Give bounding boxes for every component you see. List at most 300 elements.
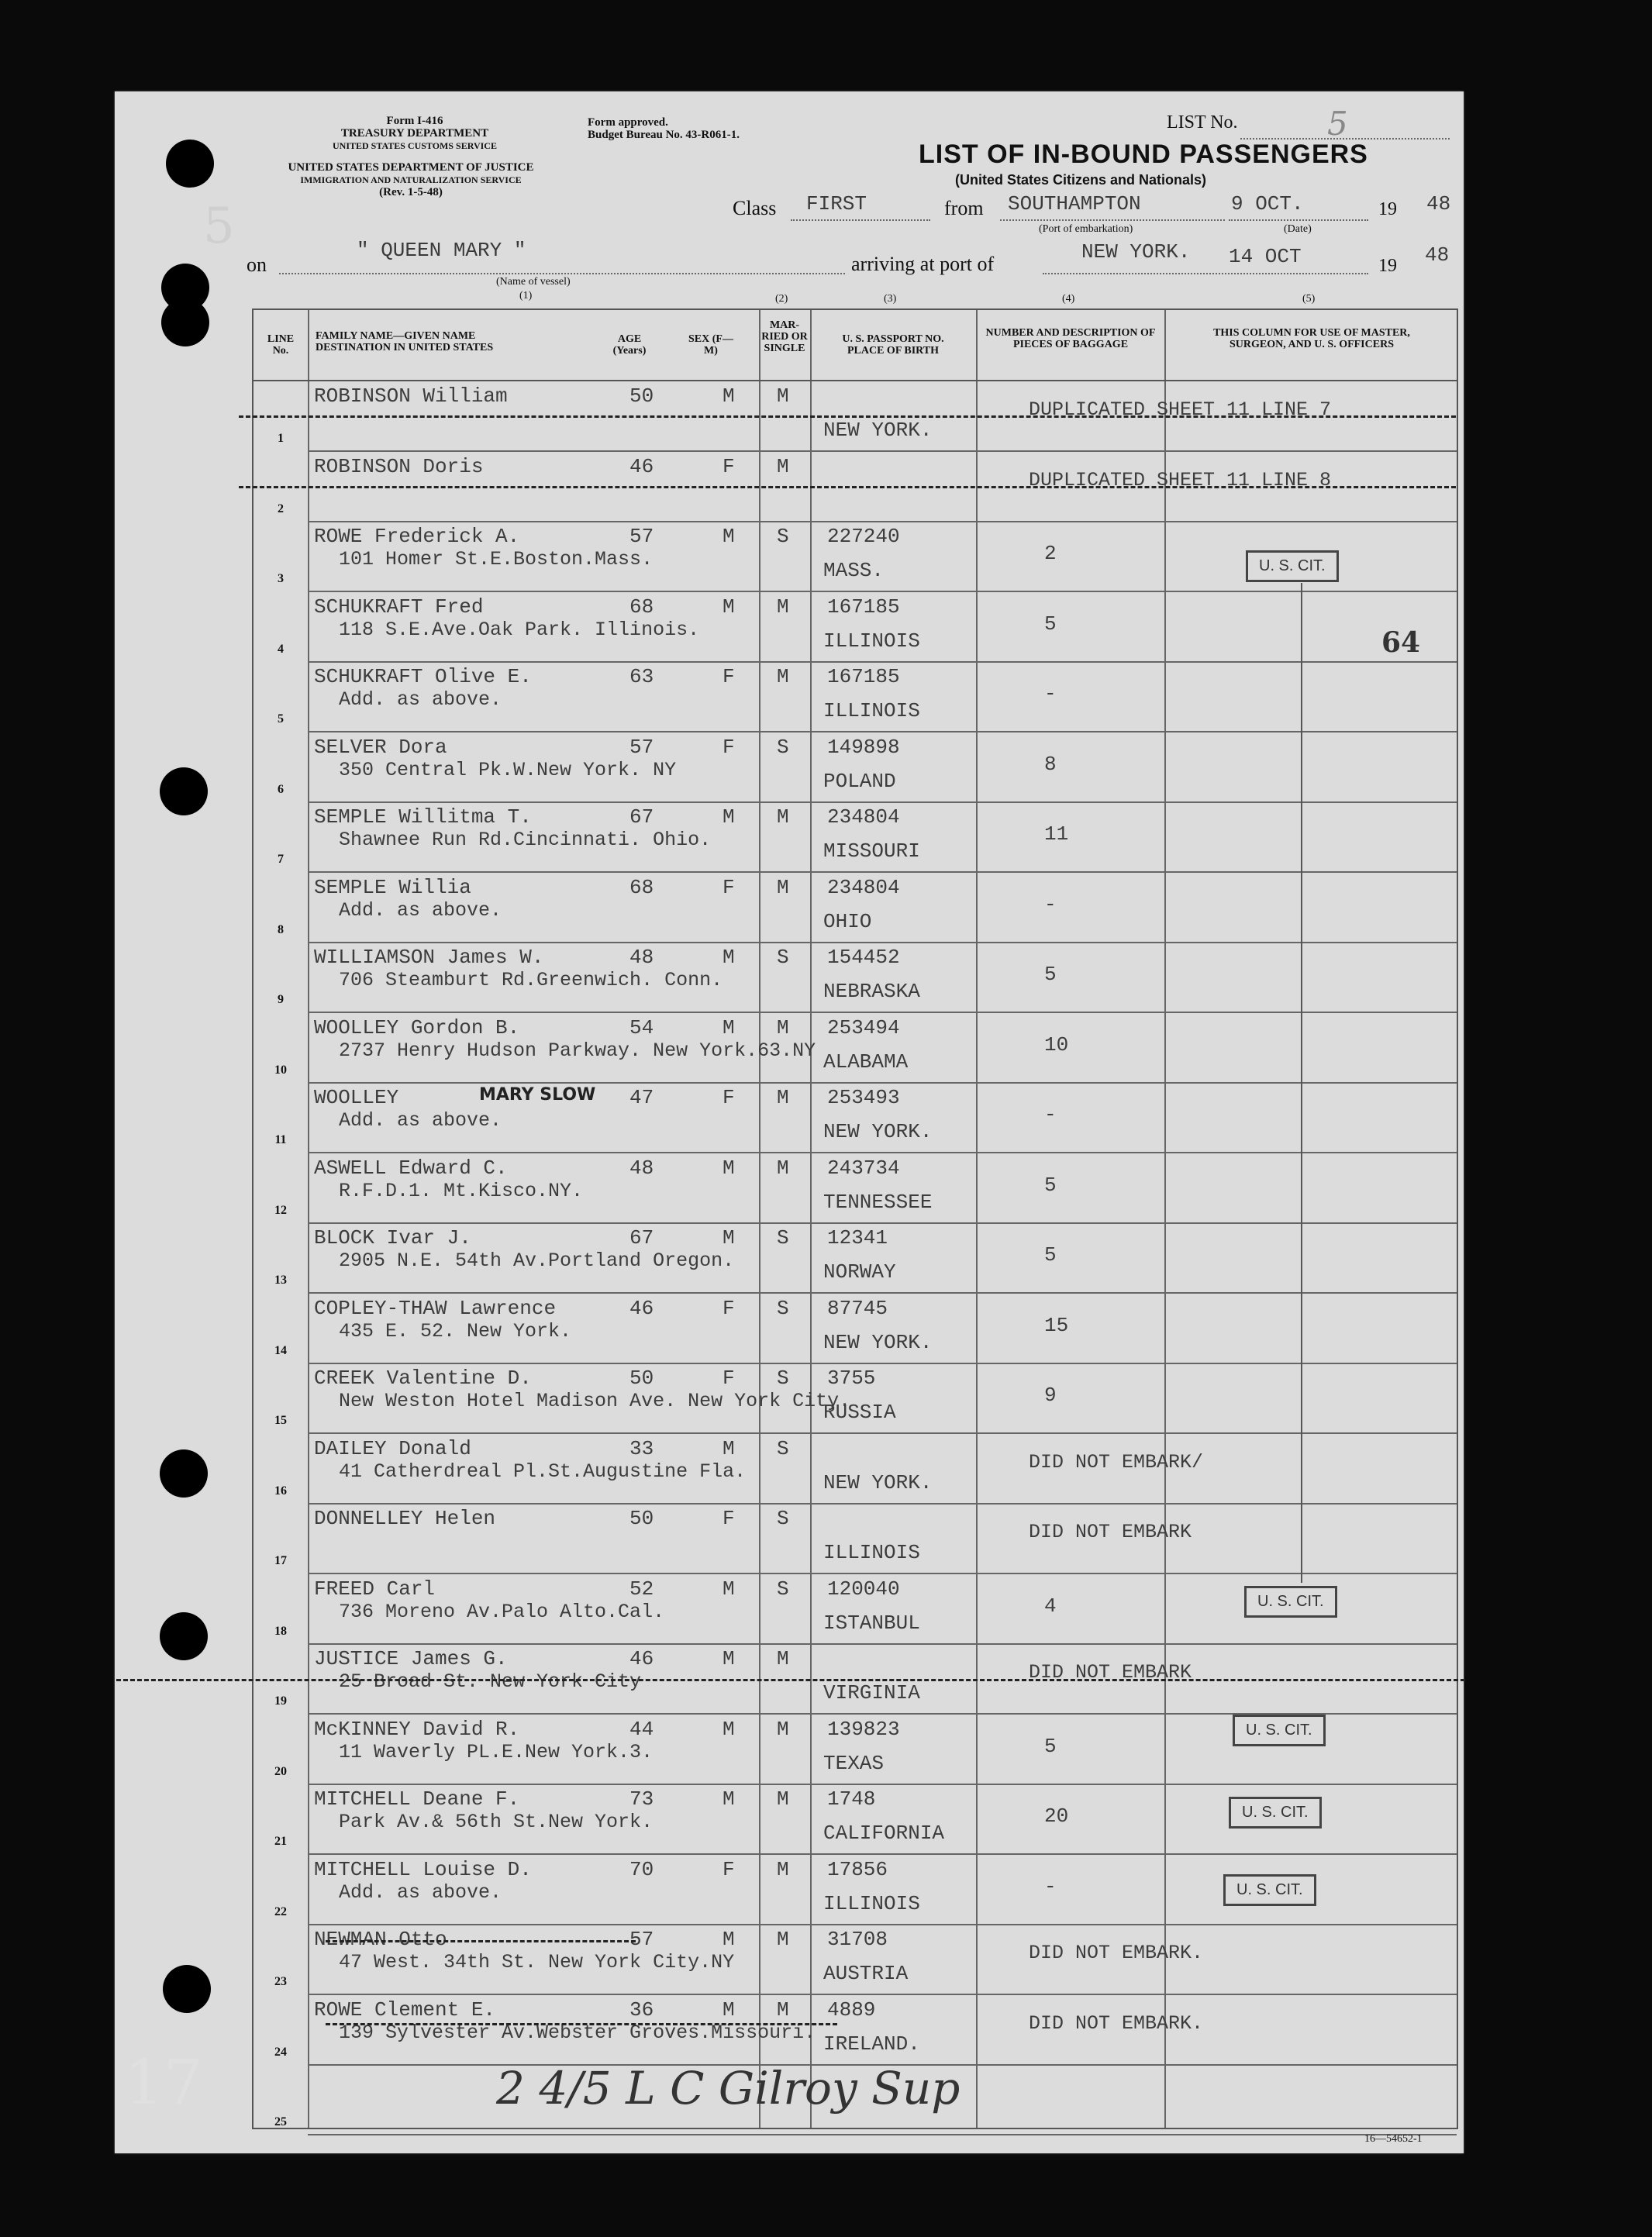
place-of-birth: IRELAND. xyxy=(823,2032,920,2056)
sex: M xyxy=(723,1226,735,1249)
line-number: 15 xyxy=(274,1414,287,1427)
place-of-birth: NEW YORK. xyxy=(823,1120,933,1143)
form-revision: (Rev. 1-5-48) xyxy=(379,186,443,198)
destination: Shawnee Run Rd.Cincinnati. Ohio. xyxy=(339,829,712,851)
passenger-name: DONNELLEY Helen xyxy=(314,1507,496,1530)
age: 68 xyxy=(629,875,654,899)
place-of-birth: VIRGINIA xyxy=(823,1681,920,1704)
passenger-name: BLOCK Ivar J. xyxy=(314,1226,471,1249)
passenger-name: ROBINSON William xyxy=(314,384,508,408)
on-label: on xyxy=(247,253,267,276)
marital-status: M xyxy=(777,1928,789,1951)
marital-status: M xyxy=(777,875,789,899)
passport-number: 253493 xyxy=(827,1086,900,1109)
col-header-married: MAR-RIED OR SINGLE xyxy=(761,319,808,354)
marital-status: M xyxy=(777,1787,789,1811)
col-header-baggage: NUMBER AND DESCRIPTION OF PIECES OF BAGGAGE xyxy=(985,327,1156,350)
baggage-count: 5 xyxy=(1044,1243,1057,1267)
baggage-count: 10 xyxy=(1044,1032,1069,1056)
place-of-birth: AUSTRIA xyxy=(823,1962,909,1985)
passenger-name: DAILEY Donald xyxy=(314,1436,471,1460)
table-row xyxy=(253,592,1457,663)
destination: 47 West. 34th St. New York City.NY xyxy=(339,1951,735,1973)
passenger-name: WILLIAMSON James W. xyxy=(314,946,544,969)
marital-status: S xyxy=(777,1577,789,1601)
baggage-count: 4 xyxy=(1044,1594,1057,1618)
line-number: 16 xyxy=(274,1484,287,1498)
baggage-count: 5 xyxy=(1044,963,1057,986)
age: 73 xyxy=(629,1787,654,1811)
strike-line-19 xyxy=(116,1679,1465,1681)
table-row xyxy=(253,1013,1457,1084)
place-of-birth: ILLINOIS xyxy=(823,629,920,653)
punch-hole xyxy=(160,767,208,815)
destination: 139 Sylvester Av.Webster Groves.Missouri. xyxy=(339,2021,816,2044)
sex: M xyxy=(723,1577,735,1601)
table-row xyxy=(253,1363,1457,1434)
col-num-2: (2) xyxy=(775,293,788,305)
row-rule xyxy=(308,2134,1457,2135)
handwritten-64: 64 xyxy=(1381,626,1421,659)
vessel-col-num: (1) xyxy=(519,290,533,302)
destination: 41 Catherdreal Pl.St.Augustine Fla. xyxy=(339,1460,747,1483)
age: 48 xyxy=(629,1156,654,1180)
sex: F xyxy=(723,875,735,899)
col-header-sex: SEX (F—M) xyxy=(688,333,733,357)
place-of-birth: NEW YORK. xyxy=(823,1470,933,1494)
line-number: 5 xyxy=(278,712,284,726)
line-number: 23 xyxy=(274,1975,287,1988)
passenger-name: MITCHELL Deane F. xyxy=(314,1787,520,1811)
table-row xyxy=(253,1223,1457,1294)
officer-remark: DID NOT EMBARK xyxy=(1029,1661,1192,1684)
passport-number: 234804 xyxy=(827,875,900,899)
line-number: 22 xyxy=(274,1904,287,1918)
sex: M xyxy=(723,946,735,969)
age: 52 xyxy=(629,1577,654,1601)
marital-status: M xyxy=(777,1717,789,1741)
marital-status: M xyxy=(777,454,789,478)
sex: M xyxy=(723,1015,735,1039)
list-no-value: 5 xyxy=(1327,105,1348,143)
baggage-count: - xyxy=(1044,1874,1057,1898)
table-row xyxy=(253,1504,1457,1574)
sex: M xyxy=(723,1717,735,1741)
officer-remark: DUPLICATED SHEET 11 LINE 7 xyxy=(1029,398,1332,421)
destination: 706 Steamburt Rd.Greenwich. Conn. xyxy=(339,969,723,991)
passport-number: 227240 xyxy=(827,525,900,548)
passenger-name: ROBINSON Doris xyxy=(314,454,484,478)
destination: Add. as above. xyxy=(339,1880,502,1904)
title: LIST OF IN-BOUND PASSENGERS xyxy=(919,140,1368,169)
class-value: FIRST xyxy=(806,192,867,215)
handwritten-signature: 2 4/5 L C Gilroy Sup xyxy=(496,2062,961,2115)
punch-hole xyxy=(160,1449,208,1498)
sex: F xyxy=(723,1857,735,1881)
age: 50 xyxy=(629,1507,654,1530)
sex: M xyxy=(723,1997,735,2022)
age: 57 xyxy=(629,735,654,759)
place-of-birth: TENNESSEE xyxy=(823,1190,933,1214)
passport-number: 31708 xyxy=(827,1928,888,1951)
form-block-justice xyxy=(248,161,574,198)
us-cit-stamp: U. S. CIT. xyxy=(1229,1797,1322,1829)
marital-status: S xyxy=(777,946,789,969)
from-label: from xyxy=(944,197,984,219)
passport-number: 87745 xyxy=(827,1296,888,1320)
depart-year: 48 xyxy=(1426,192,1451,215)
arrival-year-prefix: 19 xyxy=(1378,256,1397,276)
line-number: 12 xyxy=(274,1203,287,1217)
arrival-line xyxy=(1043,273,1368,274)
place-of-birth: NEW YORK. xyxy=(823,419,933,442)
place-of-birth: NEBRASKA xyxy=(823,980,920,1003)
table-row xyxy=(253,873,1457,943)
destination: R.F.D.1. Mt.Kisco.NY. xyxy=(339,1179,584,1202)
col-header-name xyxy=(316,330,533,353)
age: 57 xyxy=(629,525,654,548)
officer-remark: DID NOT EMBARK xyxy=(1029,1521,1192,1543)
line-number: 6 xyxy=(278,782,284,796)
form-block-treasury xyxy=(302,115,527,152)
age: 46 xyxy=(629,1647,654,1670)
marital-status: S xyxy=(777,1296,789,1320)
passenger-name: WOOLLEY xyxy=(314,1086,399,1109)
class-line xyxy=(791,219,930,221)
date-line xyxy=(1229,219,1368,221)
destination: Add. as above. xyxy=(339,1109,502,1132)
marital-status: M xyxy=(777,665,789,688)
from-line xyxy=(1000,219,1225,221)
baggage-count: 5 xyxy=(1044,1173,1057,1197)
baggage-count: 5 xyxy=(1044,1734,1057,1758)
destination: New Weston Hotel Madison Ave. New York City. xyxy=(339,1390,851,1412)
age: 67 xyxy=(629,805,654,829)
col-num-4: (4) xyxy=(1062,293,1075,305)
punch-hole xyxy=(161,298,209,346)
destination: Add. as above. xyxy=(339,898,502,922)
table-row xyxy=(253,662,1457,732)
baggage-count: 15 xyxy=(1044,1313,1069,1337)
marital-status: M xyxy=(777,1857,789,1881)
table-row xyxy=(253,1434,1457,1505)
age: 33 xyxy=(629,1436,654,1460)
line-number: 14 xyxy=(274,1343,287,1357)
age: 57 xyxy=(629,1928,654,1951)
age: 67 xyxy=(629,1226,654,1249)
table-row xyxy=(253,1083,1457,1153)
sex: M xyxy=(723,525,735,548)
line-number: 10 xyxy=(274,1063,287,1077)
line-number: 4 xyxy=(278,642,284,656)
place-of-birth: MASS. xyxy=(823,559,885,582)
strike-line-2 xyxy=(239,486,1456,488)
subtitle: (United States Citizens and Nationals) xyxy=(955,172,1207,188)
passenger-name: NEWMAN Otto xyxy=(314,1928,447,1951)
marital-status: S xyxy=(777,1367,789,1390)
place-of-birth: ILLINOIS xyxy=(823,1541,920,1564)
col-header-officers: THIS COLUMN FOR USE OF MASTER, SURGEON, AND U. S. OFFICERS xyxy=(1213,327,1410,350)
arriving-label: arriving at port of xyxy=(851,253,995,275)
marital-status: S xyxy=(777,525,789,548)
marital-status: M xyxy=(777,1647,789,1670)
passport-number: 4889 xyxy=(827,1997,876,2022)
sex: F xyxy=(723,1367,735,1390)
table-row xyxy=(253,732,1457,803)
customs-service: UNITED STATES CUSTOMS SERVICE xyxy=(333,140,497,151)
us-cit-stamp: U. S. CIT. xyxy=(1223,1874,1316,1906)
passport-number: 139823 xyxy=(827,1717,900,1741)
passport-number: 12341 xyxy=(827,1226,888,1249)
port-caption: (Port of embarkation) xyxy=(1039,223,1133,235)
baggage-count: 9 xyxy=(1044,1384,1057,1407)
destination: Park Av.& 56th St.New York. xyxy=(339,1811,654,1833)
passenger-name: JUSTICE James G. xyxy=(314,1647,508,1670)
officer-remark: DID NOT EMBARK/ xyxy=(1029,1450,1204,1474)
destination: 118 S.E.Ave.Oak Park. Illinois. xyxy=(339,618,700,641)
age: 48 xyxy=(629,946,654,969)
place-of-birth: ILLINOIS xyxy=(823,1891,920,1915)
destination: 2905 N.E. 54th Av.Portland Oregon. xyxy=(339,1249,735,1272)
sex: F xyxy=(723,454,735,478)
vessel-line xyxy=(279,273,845,274)
strike-line-23 xyxy=(326,1940,636,1942)
us-cit-stamp: U. S. CIT. xyxy=(1244,1586,1337,1618)
place-of-birth: MISSOURI xyxy=(823,839,920,863)
punch-hole xyxy=(166,140,214,188)
vessel-name: " QUEEN MARY " xyxy=(357,239,526,262)
depart-date: 9 OCT. xyxy=(1231,192,1304,215)
baggage-count: 2 xyxy=(1044,542,1057,565)
line-number: 7 xyxy=(278,853,284,866)
passport-number: 120040 xyxy=(827,1577,900,1601)
place-of-birth: CALIFORNIA xyxy=(823,1822,945,1845)
marital-status: S xyxy=(777,1226,789,1249)
margin-mark-17: 17 xyxy=(124,2046,203,2118)
passport-number: 234804 xyxy=(827,805,900,829)
strike-line-24 xyxy=(326,2023,837,2025)
passenger-name: SEMPLE Willitma T. xyxy=(314,805,532,829)
passenger-name: ASWELL Edward C. xyxy=(314,1156,508,1180)
handwritten-mary-slow: MARY SLOW xyxy=(479,1085,596,1105)
sex: F xyxy=(723,1507,735,1530)
destination: 435 E. 52. New York. xyxy=(339,1319,572,1343)
baggage-count: - xyxy=(1044,682,1057,705)
col-num-5: (5) xyxy=(1302,293,1316,305)
table-row xyxy=(253,1995,1457,2066)
punch-hole xyxy=(163,1965,211,2013)
destination: 101 Homer St.E.Boston.Mass. xyxy=(339,548,654,570)
passport-number: 154452 xyxy=(827,946,900,969)
place-of-birth: OHIO xyxy=(823,909,872,933)
passport-number: 149898 xyxy=(827,735,900,759)
punch-hole xyxy=(160,1612,208,1660)
passenger-name: WOOLLEY Gordon B. xyxy=(314,1015,520,1039)
table-row xyxy=(253,943,1457,1013)
place-of-birth: POLAND xyxy=(823,769,896,793)
destination: 25 Broad St. New York City xyxy=(339,1670,642,1693)
passenger-name: McKINNEY David R. xyxy=(314,1717,520,1741)
marital-status: M xyxy=(777,1997,789,2022)
sex: M xyxy=(723,384,735,408)
line-number: 20 xyxy=(274,1764,287,1778)
baggage-count: 20 xyxy=(1044,1804,1069,1828)
marital-status: M xyxy=(777,805,789,829)
date-caption: (Date) xyxy=(1284,223,1312,235)
age: 47 xyxy=(629,1086,654,1109)
line-number: 24 xyxy=(274,2045,287,2059)
baggage-count: 11 xyxy=(1044,822,1069,846)
destination: Add. as above. xyxy=(339,688,502,711)
col-num-3: (3) xyxy=(884,293,897,305)
line-number: 18 xyxy=(274,1624,287,1638)
form-approved: Form approved. xyxy=(588,116,668,129)
baggage-count: - xyxy=(1044,1103,1057,1126)
line-number: 21 xyxy=(274,1835,287,1848)
sex: F xyxy=(723,665,735,688)
passport-number: 253494 xyxy=(827,1015,900,1039)
age: 68 xyxy=(629,595,654,619)
passenger-name: SCHUKRAFT Fred xyxy=(314,595,484,619)
place-of-birth: TEXAS xyxy=(823,1751,885,1775)
arrival-port: NEW YORK. xyxy=(1081,240,1191,264)
baggage-count: 8 xyxy=(1044,752,1057,776)
sex: M xyxy=(723,1436,735,1460)
passenger-name: ROWE Frederick A. xyxy=(314,525,520,548)
sex: F xyxy=(723,735,735,759)
place-of-birth: ALABAMA xyxy=(823,1050,909,1074)
margin-mark-5: 5 xyxy=(203,198,235,255)
place-of-birth: ISTANBUL xyxy=(823,1611,920,1635)
officer-tally-line xyxy=(1301,583,1302,1583)
form-footer: 16—54652-1 xyxy=(1364,2133,1423,2145)
arrival-date: 14 OCT xyxy=(1229,245,1302,268)
line-number: 17 xyxy=(274,1554,287,1567)
passenger-name: MITCHELL Louise D. xyxy=(314,1857,532,1881)
place-of-birth: NORWAY xyxy=(823,1260,896,1284)
sex: M xyxy=(723,805,735,829)
table-row xyxy=(253,1153,1457,1224)
line-number: 9 xyxy=(278,993,284,1006)
class-label: Class xyxy=(733,197,777,219)
officer-remark: DUPLICATED SHEET 11 LINE 8 xyxy=(1029,468,1332,491)
list-no-label: LIST No. xyxy=(1167,112,1238,133)
passenger-name: ROWE Clement E. xyxy=(314,1997,496,2022)
place-of-birth: ILLINOIS xyxy=(823,699,920,722)
col-header-name-text: FAMILY NAME—GIVEN NAME xyxy=(316,330,476,342)
form-number: Form I-416 xyxy=(386,115,443,127)
table-row xyxy=(253,802,1457,873)
passenger-name: CREEK Valentine D. xyxy=(314,1367,532,1390)
age: 63 xyxy=(629,665,654,688)
place-of-birth: RUSSIA xyxy=(823,1401,896,1424)
line-number: 2 xyxy=(278,502,284,515)
passenger-name: SEMPLE Willia xyxy=(314,875,471,899)
passport-number: 243734 xyxy=(827,1156,900,1180)
vessel-caption: (Name of vessel) xyxy=(496,276,571,288)
marital-status: M xyxy=(777,1015,789,1039)
col-header-line: LINE No. xyxy=(267,333,295,357)
passenger-name: COPLEY-THAW Lawrence xyxy=(314,1296,557,1320)
passport-number: 17856 xyxy=(827,1857,888,1881)
marital-status: M xyxy=(777,384,789,408)
baggage-count: 5 xyxy=(1044,612,1057,636)
marital-status: M xyxy=(777,1086,789,1109)
passport-number: 167185 xyxy=(827,665,900,688)
age: 70 xyxy=(629,1857,654,1881)
immigration-service: IMMIGRATION AND NATURALIZATION SERVICE xyxy=(300,174,522,185)
age: 46 xyxy=(629,1296,654,1320)
depart-year-prefix: 19 xyxy=(1378,199,1397,219)
passport-number: 3755 xyxy=(827,1367,876,1390)
col-header-dest-text: DESTINATION IN UNITED STATES xyxy=(316,342,494,353)
line-number: 1 xyxy=(278,432,284,445)
passport-number: 167185 xyxy=(827,595,900,619)
line-number: 25 xyxy=(274,2115,287,2128)
age: 36 xyxy=(629,1997,654,2022)
line-number: 13 xyxy=(274,1274,287,1287)
destination: 350 Central Pk.W.New York. NY xyxy=(339,758,677,781)
justice-department: UNITED STATES DEPARTMENT OF JUSTICE xyxy=(288,161,534,174)
arrival-year: 48 xyxy=(1425,243,1450,267)
line-number: 3 xyxy=(278,572,284,585)
place-of-birth: NEW YORK. xyxy=(823,1330,933,1354)
col-header-passport: U. S. PASSPORT NO. PLACE OF BIRTH xyxy=(842,333,944,357)
baggage-count: - xyxy=(1044,892,1057,916)
us-cit-stamp: U. S. CIT. xyxy=(1233,1715,1326,1746)
passenger-name: FREED Carl xyxy=(314,1577,436,1601)
marital-status: S xyxy=(777,1436,789,1460)
col-header-age: AGE (Years) xyxy=(612,333,647,357)
treasury-department: TREASURY DEPARTMENT xyxy=(340,127,489,140)
passenger-name: SELVER Dora xyxy=(314,735,447,759)
strike-line-1 xyxy=(239,415,1456,418)
table-row xyxy=(253,1925,1457,1995)
age: 46 xyxy=(629,454,654,478)
passport-number: 1748 xyxy=(827,1787,876,1811)
line-number: 11 xyxy=(274,1133,287,1146)
line-number: 8 xyxy=(278,922,284,936)
age: 44 xyxy=(629,1717,654,1741)
sex: M xyxy=(723,1787,735,1811)
from-value: SOUTHAMPTON xyxy=(1008,192,1141,215)
age: 50 xyxy=(629,384,654,408)
line-number: 19 xyxy=(274,1694,287,1708)
budget-bureau: Budget Bureau No. 43-R061-1. xyxy=(588,129,740,141)
destination: 736 Moreno Av.Palo Alto.Cal. xyxy=(339,1600,665,1623)
marital-status: S xyxy=(777,735,789,759)
marital-status: M xyxy=(777,1156,789,1180)
sex: F xyxy=(723,1086,735,1109)
sex: M xyxy=(723,1647,735,1670)
us-cit-stamp: U. S. CIT. xyxy=(1246,550,1339,582)
officer-remark: DID NOT EMBARK. xyxy=(1029,1942,1204,1964)
sex: M xyxy=(723,1928,735,1951)
marital-status: S xyxy=(777,1507,789,1530)
form-approval xyxy=(588,116,740,141)
destination: 11 Waverly PL.E.New York.3. xyxy=(339,1740,654,1763)
age: 54 xyxy=(629,1015,654,1039)
sex: M xyxy=(723,1156,735,1180)
age: 50 xyxy=(629,1367,654,1390)
officer-remark: DID NOT EMBARK. xyxy=(1029,2011,1204,2035)
destination: 2737 Henry Hudson Parkway. New York.63.NY xyxy=(339,1039,816,1062)
sex: M xyxy=(723,595,735,619)
marital-status: M xyxy=(777,595,789,619)
table-row xyxy=(253,1294,1457,1364)
passenger-name: SCHUKRAFT Olive E. xyxy=(314,665,532,688)
sex: F xyxy=(723,1296,735,1320)
